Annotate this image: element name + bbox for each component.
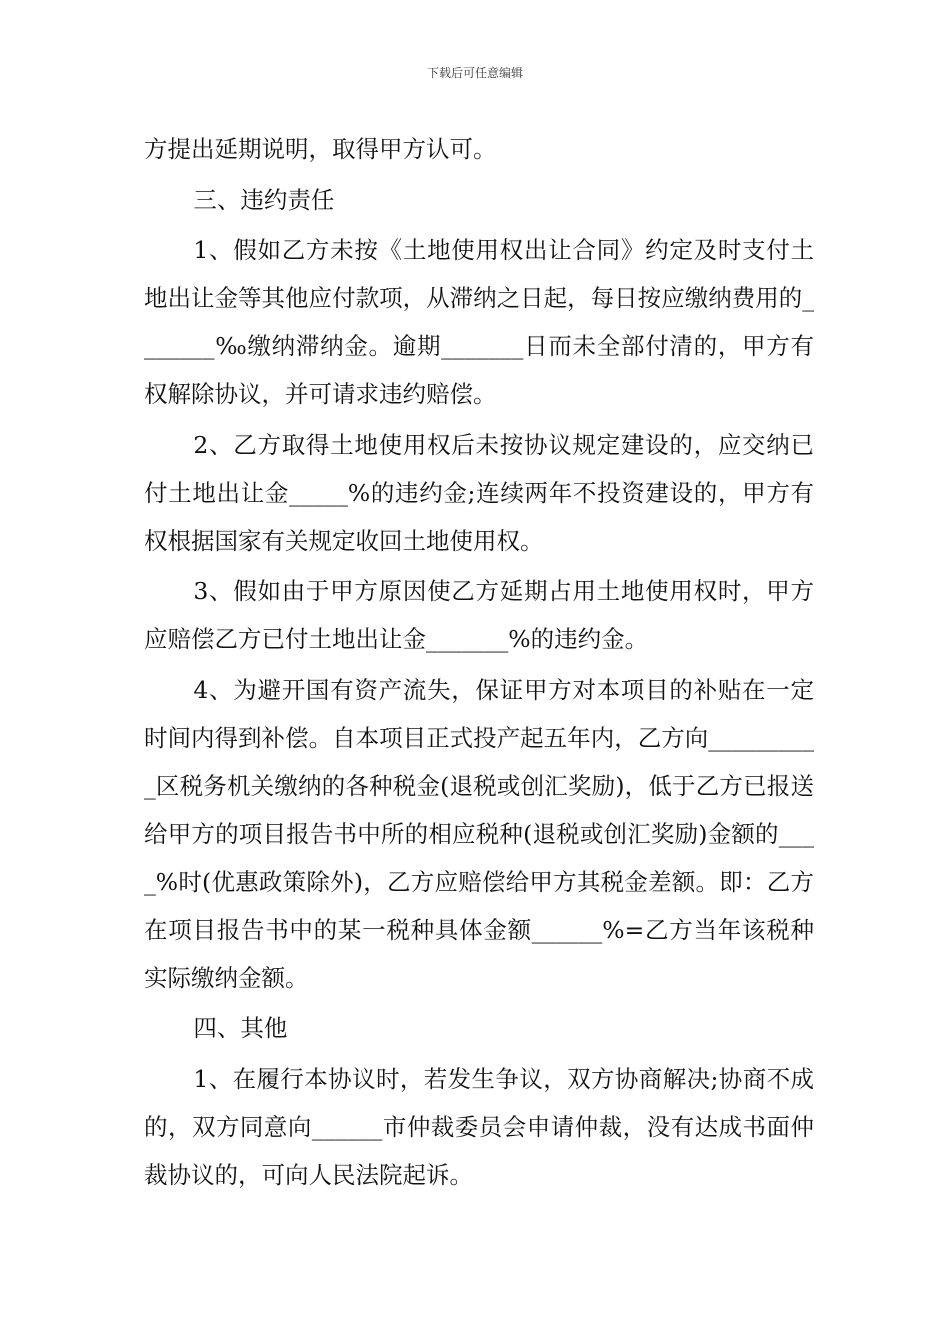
paragraph-tax-compensation: 4、为避开国有资产流失，保证甲方对本项目的补贴在一定时间内得到补偿。自本项目正式投产起五年内，乙方向__________区税务机关缴纳的各种税金(退税或创汇奖励)，低于乙方已报送给甲方的项目报告书中所的相应税种(退税或创汇奖励)金额的____%时(优惠政策除外)，乙方应赔偿给甲方其税金差额。即：乙方在项目报告书中的某一税种具体金额______%=乙方当年该税种实际缴纳金额。 [144, 675, 814, 992]
paragraph-construction-breach: 2、乙方取得土地使用权后未按协议规定建设的，应交纳已付土地出让金_____%的违约金;连续两年不投资建设的，甲方有权根据国家有关规定收回土地使用权。 [144, 430, 814, 555]
document-body [144, 125, 814, 1201]
section-heading-other: 四、其他 [193, 1014, 288, 1042]
paragraph-dispute-resolution: 1、在履行本协议时，若发生争议，双方协商解决;协商不成的，双方同意向______市仲裁委员会申请仲裁，没有达成书面仲裁协议的，可向人民法院起诉。 [144, 1064, 814, 1189]
page-header-note: 下载后可任意编辑 [426, 66, 523, 80]
paragraph-late-payment: 1、假如乙方未按《土地使用权出让合同》约定及时支付土地出让金等其他应付款项，从滞纳之日起，每日按应缴纳费用的_______‰缴纳滞纳金。逾期_______日而未全部付清的，甲方有权解除协议，并可请求违约赔偿。 [144, 236, 814, 408]
section-heading-liability: 三、违约责任 [193, 185, 335, 214]
paragraph-continuation: 方提出延期说明，取得甲方认可。 [144, 135, 497, 163]
paragraph-party-a-delay: 3、假如由于甲方原因使乙方延期占用土地使用权时，甲方应赔偿乙方已付土地出让金_______%的违约金。 [144, 577, 814, 653]
